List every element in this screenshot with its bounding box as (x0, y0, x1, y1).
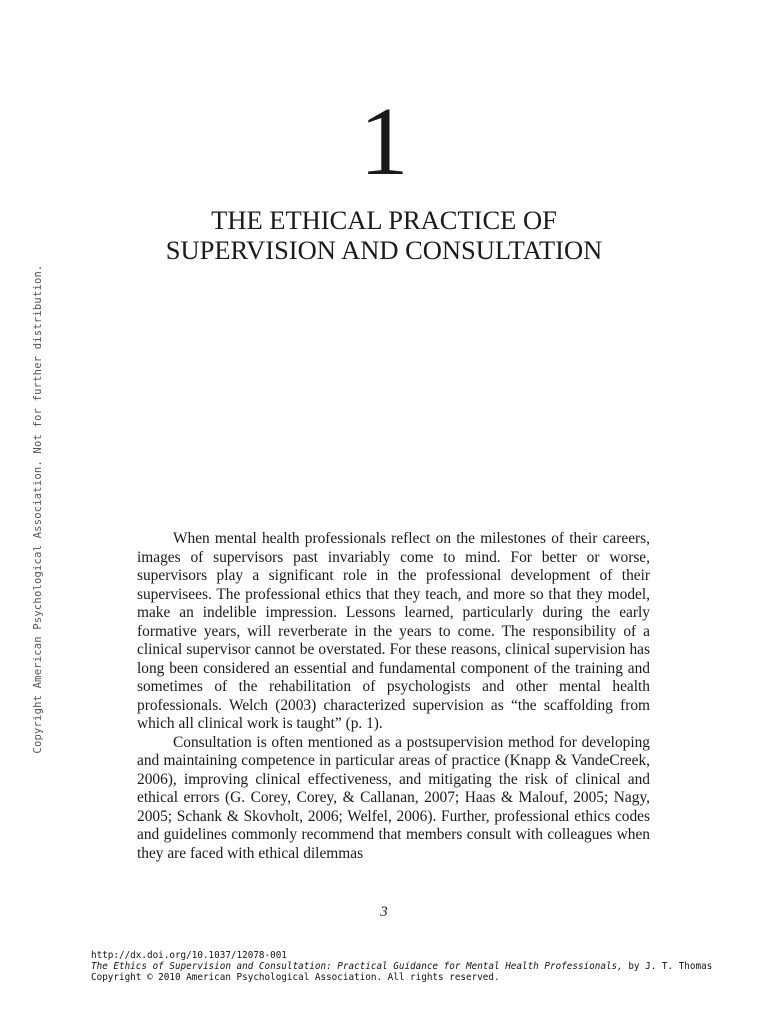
chapter-title (0, 205, 768, 265)
book-author: by J. T. Thomas (622, 961, 713, 972)
chapter-title-line-1: THE ETHICAL PRACTICE OF (211, 205, 557, 235)
chapter-title-line-2: SUPERVISION AND CONSULTATION (165, 235, 603, 265)
body-text (137, 530, 650, 863)
chapter-number: 1 (359, 88, 409, 196)
book-citation (91, 961, 731, 972)
paragraph-1: When mental health professionals reflect on the milestones of their careers, images of supervisors past invariably come to mind. For better or worse, supervisors play a significant role in the professional development of their supervisees. The professional ethics that they teach, and more so that they model, make an indelible impression. Lessons learned, particularly during the early formative years, will reverberate in the years to come. The responsibility of a clinical supervisor cannot be overstated. For these reasons, clinical supervision has long been considered an essential and fundamental component of the training and sometimes of the rehabilitation of psychologists and other mental health professionals. Welch (2003) characterized supervision as “the scaffolding from which all clinical work is taught” (p. 1). (137, 530, 650, 732)
doi-link[interactable]: http://dx.doi.org/10.1037/12078-001 (91, 950, 287, 961)
citation-footer (91, 950, 731, 983)
copyright-watermark: Copyright American Psychological Association. Not for further distribution. (32, 264, 44, 754)
page-number: 3 (380, 904, 388, 920)
copyright-notice: Copyright © 2010 American Psychological Association. All rights reserved. (91, 972, 500, 983)
paragraph-2: Consultation is often mentioned as a postsupervision method for developing and maintaining competence in particular areas of practice (Knapp & VandeCreek, 2006), improving clinical effectiveness, and mitigating the risk of clinical and ethical errors (G. Corey, Corey, & Callanan, 2007; Haas & Malouf, 2005; Nagy, 2005; Schank & Skovholt, 2006; Welfel, 2006). Further, professional ethics codes and guidelines commonly recommend that members consult with colleagues when they are faced with ethical dilemmas (137, 733, 650, 862)
book-title: The Ethics of Supervision and Consultation: Practical Guidance for Mental Health Professionals, (91, 961, 623, 972)
